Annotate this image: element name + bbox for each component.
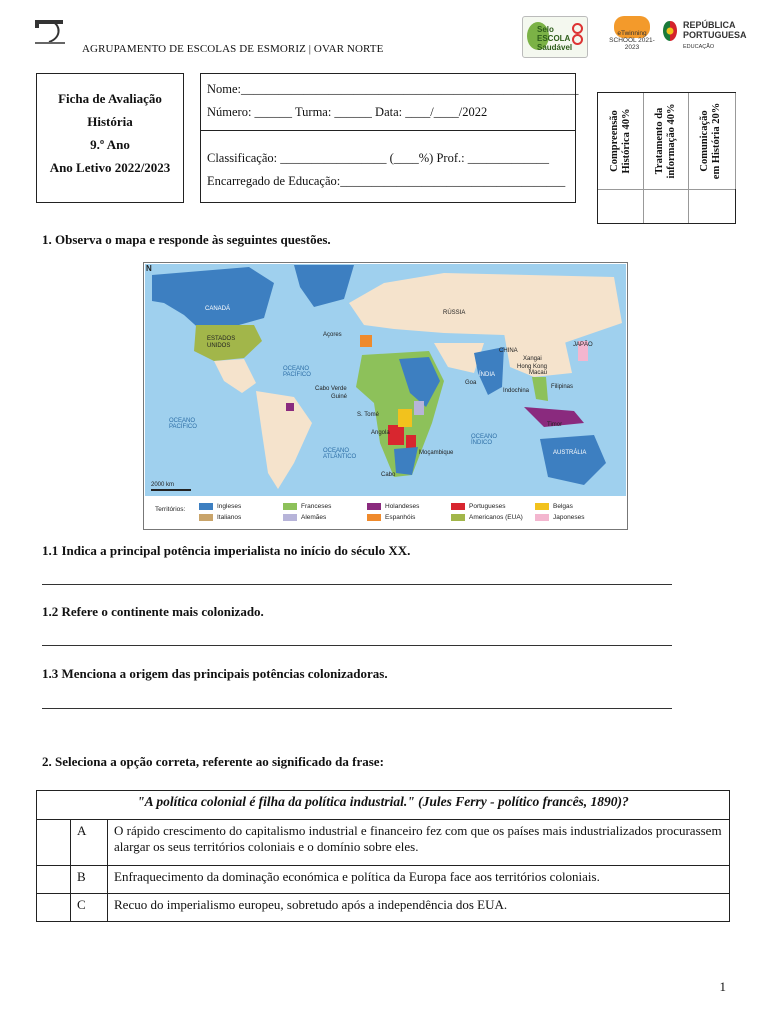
- map-label-pacific-north: OCEANO PACÍFICO: [283, 366, 311, 378]
- quote-cell: "A política colonial é filha da política industrial." (Jules Ferry - político francês, 1890)?: [37, 791, 730, 820]
- north-arrow-label: N: [146, 264, 152, 273]
- title-line-grade: 9.º Ano: [90, 137, 130, 152]
- legend-swatch: [451, 503, 465, 510]
- page-number: 1: [719, 979, 726, 994]
- republica-portuguesa-logo: REPÚBLICA PORTUGUESA EDUCAÇÃO: [662, 16, 744, 56]
- school-logo-icon: [33, 16, 67, 46]
- etwinning-school-logo: eTwinning SCHOOL 2021-2023: [608, 16, 656, 56]
- legend-item: [199, 514, 241, 521]
- answer-line-1-3[interactable]: [42, 708, 672, 709]
- legend-label: Belgas: [553, 503, 573, 510]
- map-label-atlantic: OCEANO ATLÂNTICO: [323, 448, 357, 460]
- legend-item: [283, 514, 326, 521]
- options-table: [36, 790, 730, 922]
- question-1-3: 1.3 Menciona a origem das principais potências colonizadoras.: [42, 666, 388, 681]
- legend-label: Franceses: [301, 503, 332, 510]
- option-letter-c: C: [71, 894, 108, 922]
- student-info-box: [200, 73, 579, 203]
- option-select-b[interactable]: [37, 866, 71, 894]
- legend-label: Espanhóis: [385, 514, 416, 521]
- question-2: 2. Seleciona a opção correta, referente ao significado da frase:: [42, 754, 384, 769]
- map-label-russia: RÚSSIA: [443, 310, 466, 316]
- legend-label: Italianos: [217, 514, 242, 521]
- grade-cell-comprehension[interactable]: [598, 189, 644, 223]
- option-select-c[interactable]: [37, 894, 71, 922]
- legend-title: Territórios:: [155, 506, 186, 513]
- legend-label: Holandeses: [385, 503, 420, 510]
- number-class-date-field[interactable]: Número: ______ Turma: ______ Data: ____/____/2022: [207, 105, 488, 119]
- legend-swatch: [367, 514, 381, 521]
- legend-swatch: [283, 514, 297, 521]
- map-label-australia: AUSTRÁLIA: [553, 450, 587, 456]
- school-name: AGRUPAMENTO DE ESCOLAS DE ESMORIZ | OVAR NORTE: [82, 43, 384, 55]
- legend-item: [367, 503, 419, 510]
- legend-item: [451, 514, 523, 521]
- answer-line-1-1[interactable]: [42, 584, 672, 585]
- option-letter-b: B: [71, 866, 108, 894]
- option-select-a[interactable]: [37, 820, 71, 866]
- map-label-india: ÍNDIA: [479, 372, 496, 378]
- legend-label: Portugueses: [469, 503, 506, 510]
- legend-item: [199, 503, 241, 510]
- option-text-c: Recuo do imperialismo europeu, sobretudo após a independência dos EUA.: [108, 894, 730, 922]
- question-1-1: 1.1 Indica a principal potência imperialista no início do século XX.: [42, 543, 411, 558]
- map-label-pacific-south: OCEANO PACÍFICO: [169, 418, 197, 430]
- option-text-b: Enfraquecimento da dominação económica e política da Europa face aos territórios coloniais.: [108, 866, 730, 894]
- answer-line-1-2[interactable]: [42, 645, 672, 646]
- flag-emblem-icon: [662, 20, 678, 42]
- title-box: [36, 73, 184, 203]
- grading-table: Compreensão Histórica 40% Tratamento da informação 40% Comunicação em História 20%: [597, 92, 736, 224]
- map-label-indian: OCEANO ÍNDICO: [471, 434, 498, 446]
- title-line-ficha: Ficha de Avaliação: [58, 91, 162, 106]
- legend-label: Japoneses: [553, 514, 585, 521]
- map-label-usa: ESTADOS UNIDOS: [207, 336, 236, 349]
- question-1: 1. Observa o mapa e responde às seguintes questões.: [42, 232, 331, 247]
- legend-label: Alemães: [301, 514, 327, 521]
- title-line-subject: História: [87, 114, 133, 129]
- map-label-china: CHINA: [499, 348, 518, 354]
- map-scale: 2000 km: [151, 482, 175, 488]
- legend-swatch: [199, 514, 213, 521]
- guardian-field[interactable]: Encarregado de Educação:____________________________________: [207, 174, 566, 188]
- option-letter-a: A: [71, 820, 108, 866]
- title-line-year: Ano Letivo 2022/2023: [49, 160, 171, 175]
- map-legend: [199, 503, 619, 527]
- legend-swatch: [535, 503, 549, 510]
- question-1-2: 1.2 Refere o continente mais colonizado.: [42, 604, 264, 619]
- selo-escola-saudavel-logo: Selo ESCOLA Saudável: [522, 16, 588, 58]
- map-label-japan: JAPÃO: [573, 342, 593, 348]
- classification-field[interactable]: Classificação: _________________ (____%) Prof.: _____________: [207, 151, 549, 165]
- map-label-canada: CANADÁ: [205, 306, 231, 312]
- map-labels: N CANADÁ ESTADOS UNIDOS RÚSSIA CHINA ÍNDIA JAPÃO AUSTRÁLIA OCEANO PACÍFICO OCEANO ATLÂNTICO OCEANO ÍNDICO OCEANO PACÍFICO Açores Cabo Verde Guiné S. Tomé Angola Moçambique Cabo Goa Macau Hong Kong Filipinas Timor Indochina Xangai 2000 km Territórios: Ingleses Franceses Holandeses Portugueses Belgas Italianos Alemães Espanhóis Americanos (EUA) Japoneses: [143, 262, 626, 528]
- legend-swatch: [451, 514, 465, 521]
- legend-label: Americanos (EUA): [469, 514, 523, 521]
- legend-swatch: [367, 503, 381, 510]
- legend-swatch: [199, 503, 213, 510]
- legend-item: [451, 503, 506, 510]
- legend-label: Ingleses: [217, 503, 242, 510]
- grade-cell-information[interactable]: [643, 189, 689, 223]
- name-field[interactable]: Nome:______________________________________________________: [207, 82, 579, 96]
- legend-swatch: [535, 514, 549, 521]
- legend-item: [283, 503, 331, 510]
- legend-item: [367, 514, 415, 521]
- legend-swatch: [283, 503, 297, 510]
- legend-item: [535, 503, 573, 510]
- legend-item: [535, 514, 584, 521]
- option-text-a: O rápido crescimento do capitalismo industrial e financeiro fez com que os países mais industrializados procurassem alargar os seus territórios coloniais e o domínio sobre eles.: [108, 820, 730, 866]
